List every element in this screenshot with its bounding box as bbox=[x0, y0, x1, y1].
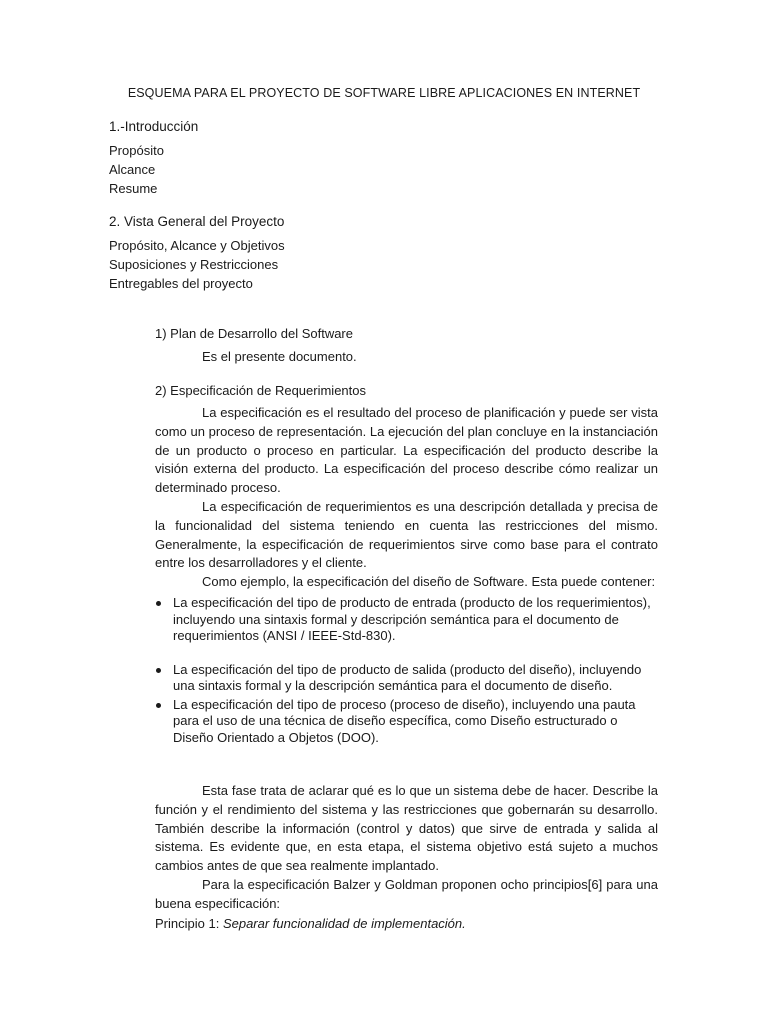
bullet-text: La especificación del tipo de producto de entrada (producto de los requerimientos), incluyendo una sintaxis formal y descripción semántica para el documento de requerimientos (ANSI / IEEE-Std-830). bbox=[173, 595, 651, 643]
section1-item: Propósito bbox=[109, 143, 164, 158]
bullet-item bbox=[155, 595, 658, 645]
section2-item: Propósito, Alcance y Objetivos bbox=[109, 238, 285, 253]
section1-item: Resume bbox=[109, 181, 158, 196]
bullet-text: La especificación del tipo de producto de salida (producto del diseño), incluyendo una sintaxis formal y la descripción semántica para el documento de diseño. bbox=[173, 661, 642, 693]
principle-label: Principio 1: bbox=[155, 916, 220, 931]
paragraph: Esta fase trata de aclarar qué es lo que un sistema debe de hacer. Describe la función y el rendimiento del sistema y las restricciones que gobernarán su desarrollo. También describe la información (control y datos) que sirve de entrada y salida al sistema. Es evidente que, en esta etapa, el sistema objetivo está sujeto a muchos cambios antes de que sea realmente implantado. bbox=[155, 783, 658, 874]
bullet-icon bbox=[156, 601, 161, 606]
bullet-icon bbox=[156, 668, 161, 673]
document-title: ESQUEMA PARA EL PROYECTO DE SOFTWARE LIBRE APLICACIONES EN INTERNET bbox=[127, 86, 641, 100]
bullet-list bbox=[155, 595, 658, 746]
principle-line bbox=[155, 916, 466, 931]
paragraph-block-1 bbox=[155, 404, 658, 592]
section2-item: Entregables del proyecto bbox=[109, 276, 253, 291]
subsection-text: Es el presente documento. bbox=[202, 349, 357, 364]
bullet-item bbox=[155, 697, 658, 747]
bullet-item bbox=[155, 662, 658, 695]
section-heading-introduccion: 1.-Introducción bbox=[109, 119, 199, 134]
subsection-heading-plan: 1) Plan de Desarrollo del Software bbox=[155, 326, 353, 341]
section-heading-vista-general: 2. Vista General del Proyecto bbox=[109, 214, 285, 229]
bullet-text: La especificación del tipo de proceso (proceso de diseño), incluyendo una pauta para el uso de una técnica de diseño específica, como Diseño estructurado o Diseño Orientado a Objetos (DOO). bbox=[173, 696, 636, 745]
paragraph: Para la especificación Balzer y Goldman proponen ocho principios[6] para una buena especificación: bbox=[155, 876, 658, 911]
principle-text: Separar funcionalidad de implementación. bbox=[222, 916, 466, 931]
paragraph: Como ejemplo, la especificación del diseño de Software. Esta puede contener: bbox=[202, 574, 656, 590]
paragraph-block-2 bbox=[155, 782, 658, 914]
paragraph: La especificación es el resultado del proceso de planificación y puede ser vista como un proceso de representación. La ejecución del plan concluye en la instanciación de un producto o proceso en particular. La especificación del producto describe la visión externa del producto. La especificación del proceso describe cómo realizar un determinado proceso. bbox=[155, 405, 658, 496]
paragraph: La especificación de requerimientos es una descripción detallada y precisa de la funcionalidad del sistema teniendo en cuenta las restricciones del mismo. Generalmente, la especificación de requerimientos sirve como base para el contrato entre los desarrolladores y el cliente. bbox=[155, 498, 658, 571]
bullet-icon bbox=[156, 703, 161, 708]
subsection-heading-especificacion: 2) Especificación de Requerimientos bbox=[155, 383, 366, 398]
section2-item: Suposiciones y Restricciones bbox=[109, 257, 279, 272]
section1-item: Alcance bbox=[109, 162, 156, 177]
